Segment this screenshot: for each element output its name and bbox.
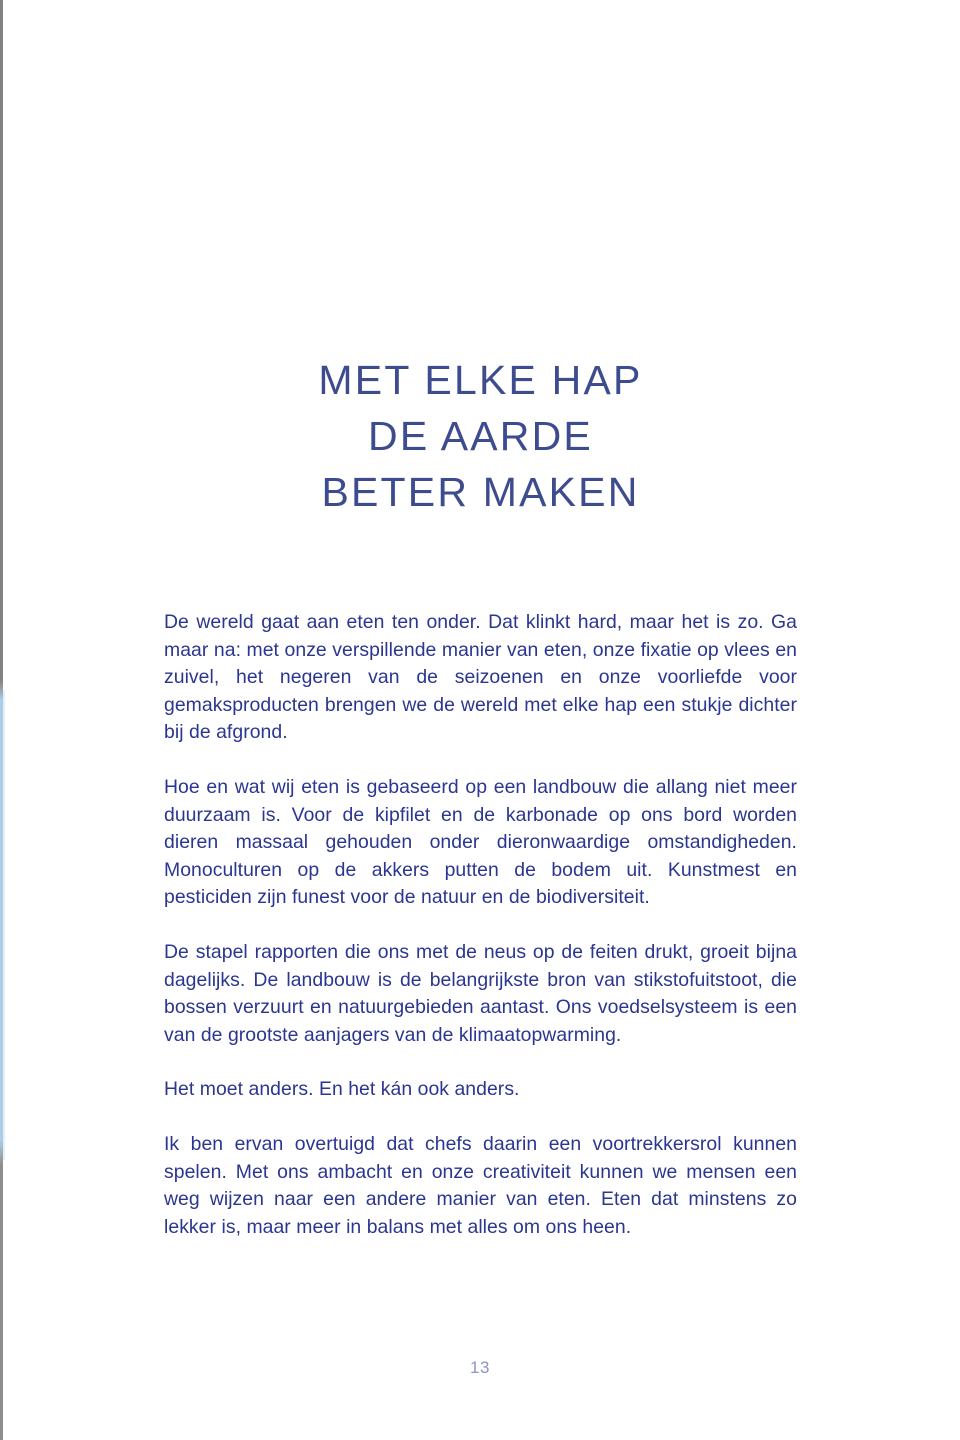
body-paragraph: Hoe en wat wij eten is gebaseerd op een landbouw die allang niet meer duurzaam is. Voor de kipfilet en de karbonade op ons bord worden dieren massaal gehouden onder dieronwaardige omstandigheden. Monoculturen op de akkers putten de bodem uit. Kunstmest en pesticiden zijn funest voor de natuur en de biodiversiteit. (164, 775, 797, 909)
page-title-line-2: DE AARDE (368, 413, 593, 459)
body-text-column (164, 609, 797, 1241)
page-title-line-1: MET ELKE HAP (318, 357, 643, 403)
page-title-line-3: BETER MAKEN (321, 469, 640, 515)
body-paragraph: De stapel rapporten die ons met de neus op de feiten drukt, groeit bijna dagelijks. De landbouw is de belangrijkste bron van stikstofuitstoot, die bossen verzuurt en natuurgebieden aantast. Ons voedselsysteem is een van de grootste aanjagers van de klimaatopwarming. (164, 940, 797, 1046)
page-number: 13 (470, 1358, 490, 1377)
page-title (164, 352, 797, 520)
body-paragraph: Het moet anders. En het kán ook anders. (164, 1078, 520, 1101)
body-paragraph: Ik ben ervan overtuigd dat chefs daarin een voortrekkersrol kunnen spelen. Met ons ambacht en onze creativiteit kunnen we mensen een weg wijzen naar een andere manier van eten. Eten dat minstens zo lekker is, maar meer in balans met alles om ons heen. (164, 1132, 797, 1238)
page-left-edge-artifact-secondary (3, 690, 5, 1160)
body-paragraph: De wereld gaat aan eten ten onder. Dat klinkt hard, maar het is zo. Ga maar na: met onze verspillende manier van eten, onze fixatie op vlees en zuivel, het negeren van de seizoenen en onze voorliefde voor gemaksproducten brengen we de wereld met elke hap een stukje dichter bij de afgrond. (164, 611, 797, 744)
